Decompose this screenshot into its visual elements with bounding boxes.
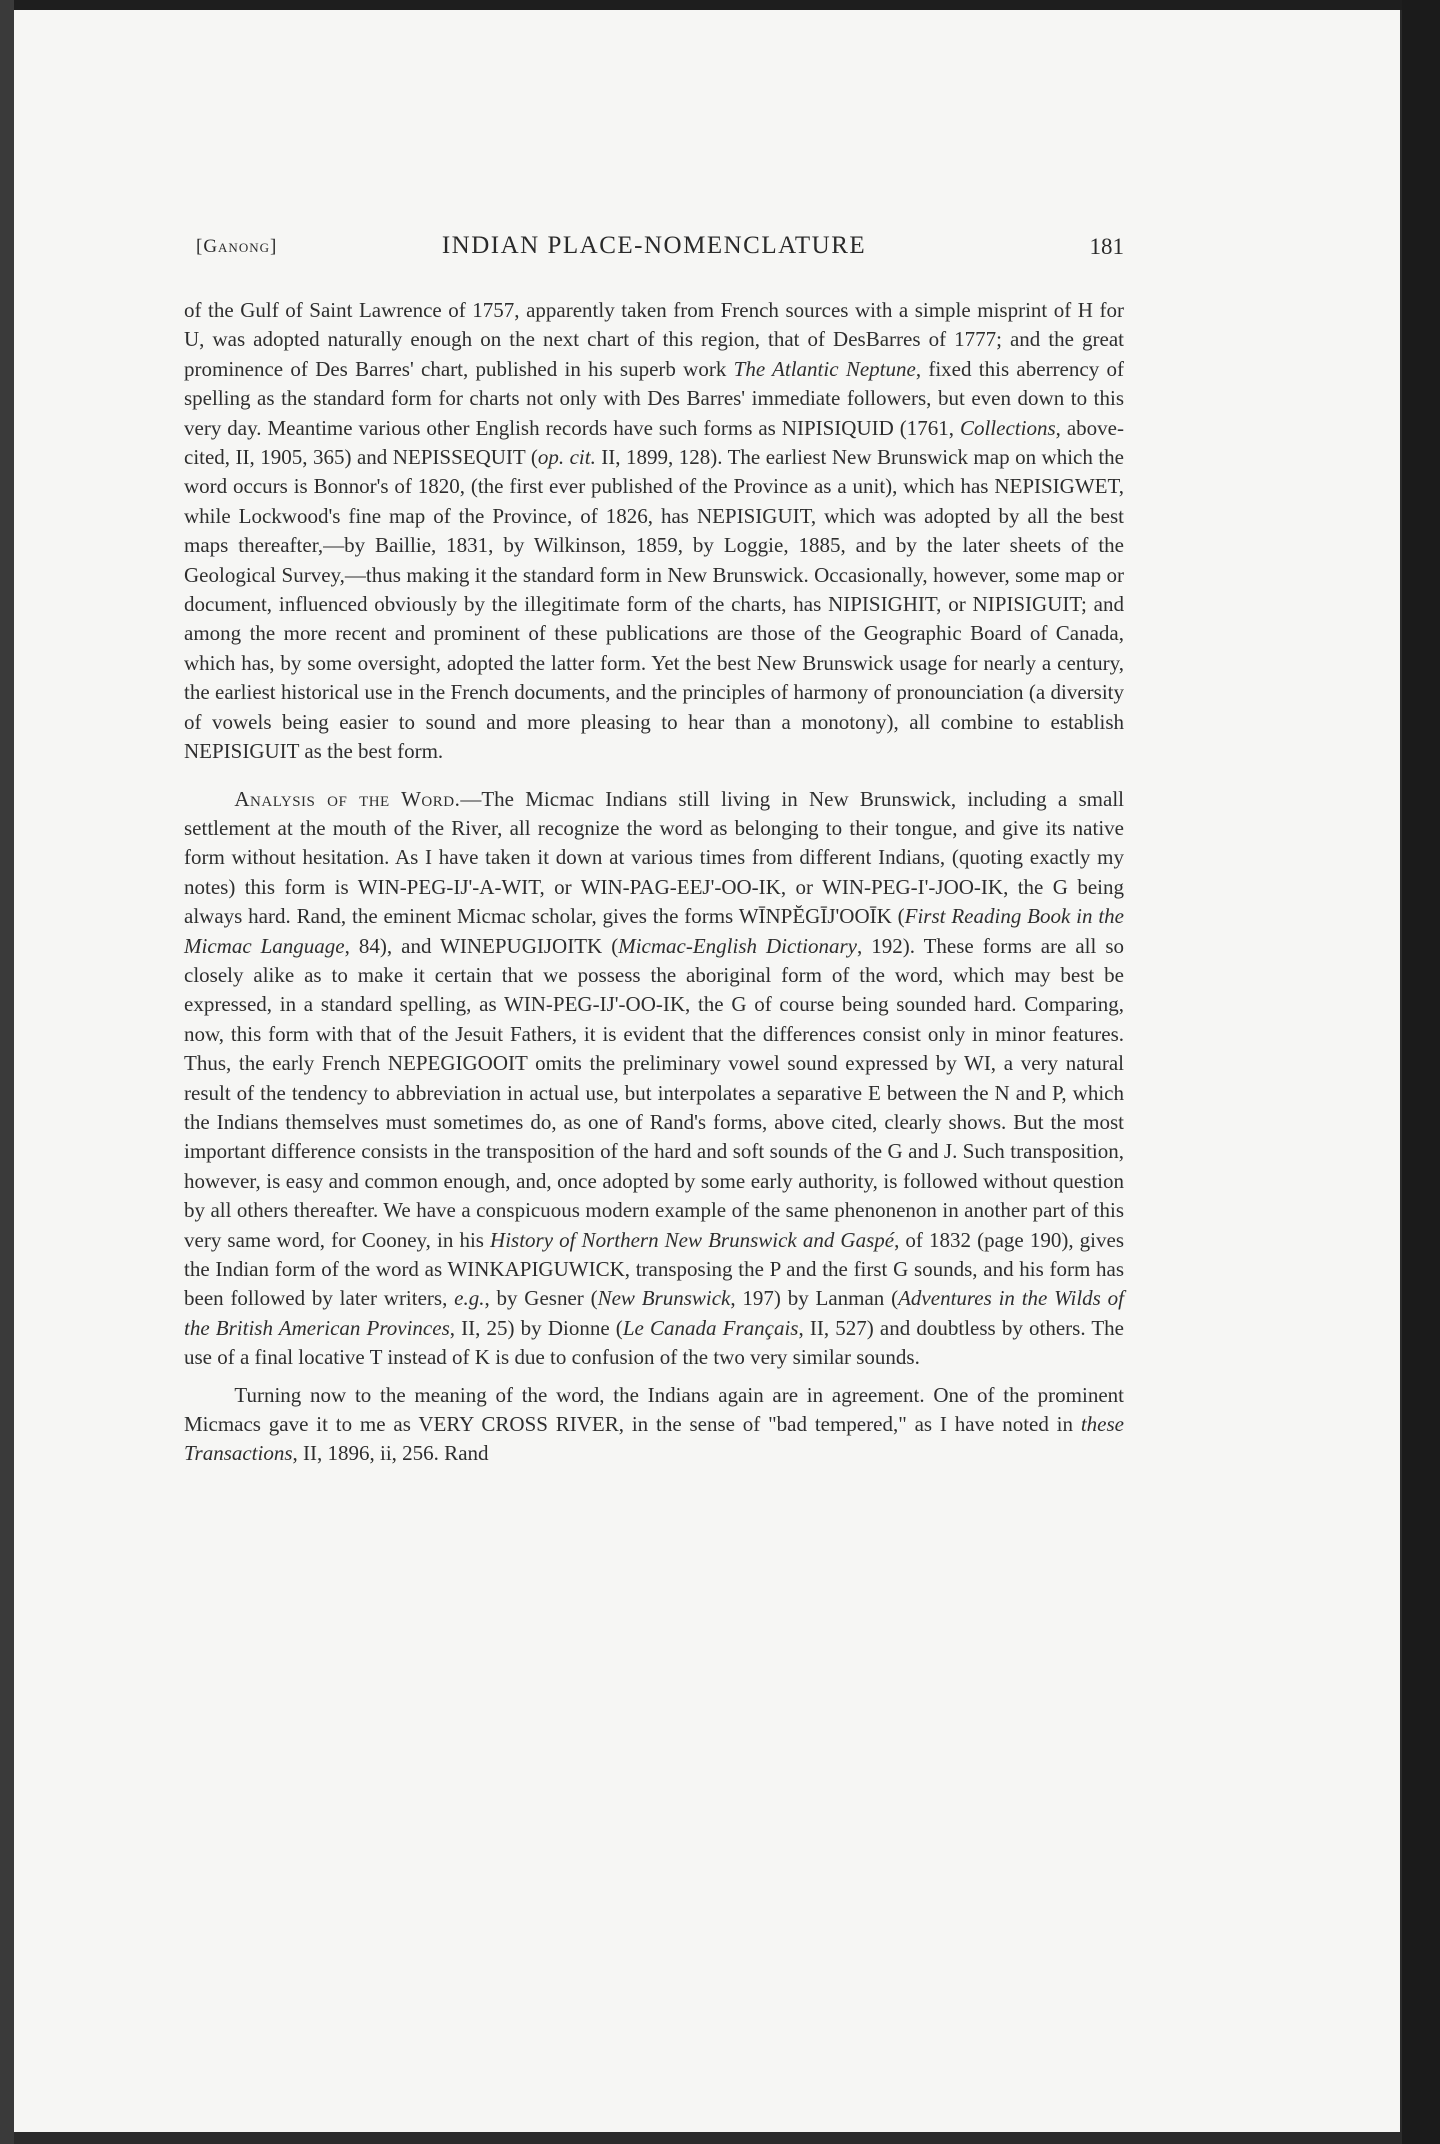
text-run: , of 1832 (page 190), gives the Indian form of the word as WINKAPIGUWICK, transposing the P and the first G sounds, and his form has been followed by later writers, bbox=[184, 1227, 1124, 1311]
text-run: , II, 25) by Dionne ( bbox=[449, 1315, 623, 1340]
paragraph-analysis-of-the-word bbox=[184, 785, 1124, 1373]
text-run: of the Gulf of Saint Lawrence of 1757, apparently taken from French sources with a simple misprint of H for U, was adopted naturally enough on the next chart of this region, that of DesBarres of 1777; and the great prominence of Des Barres' chart, published in his superb work bbox=[184, 298, 1124, 381]
text-run: , II, 1896, ii, 256. Rand bbox=[292, 1441, 489, 1466]
italic-title: Adventures in the Wilds of the British American Provinces bbox=[184, 1286, 1124, 1340]
italic-title: Collections bbox=[959, 415, 1056, 440]
text-run: , fixed this aberrency of spelling as the standard form for charts not only with Des Barres' immediate followers, but even down to this very day. Meantime various other English records have such forms as NIPISIQUID (1761, bbox=[184, 356, 1124, 440]
italic-title: History of Northern New Brunswick and Gaspé bbox=[490, 1227, 895, 1252]
paragraph-meaning-of-the-word bbox=[184, 1381, 1124, 1469]
text-run: Turning now to the meaning of the word, the Indians again are in agreement. One of the prominent Micmacs gave it to me as VERY CROSS RIVER, in the sense of "bad tempered," as I have noted in bbox=[184, 1382, 1124, 1437]
text-run: , 192). These forms are all so closely alike as to make it certain that we possess the aboriginal form of the word, which may best be expressed, in a standard spelling, as WIN-PEG-IJ'-OO-IK, the G of course being sounded hard. Comparing, now, this form with that of the Jesuit Fathers, it is evident that the differences consist only in minor features. Thus, the early French NEPEGIGOOIT omits the preliminary vowel sound expressed by WI, a very natural result of the tendency to abbreviation in actual use, but interpolates a separative E between the N and P, which the Indians themselves must sometimes do, as one of Rand's forms, above cited, clearly shows. But the most important difference consists in the transposition of the hard and soft sounds of the G and J. Such transposition, however, is easy and common enough, and, once adopted by some early authority, is followed without question by all others thereafter. We have a conspicuous modern example of the same phenonenon in another part of this very same word, for Cooney, in his bbox=[184, 933, 1125, 1252]
italic-title: these Transactions bbox=[184, 1412, 1124, 1466]
italic-title: e.g. bbox=[454, 1286, 485, 1311]
text-run: , 197) by Lanman ( bbox=[730, 1286, 899, 1311]
text-run: , 84), and WINEPUGIJOITK ( bbox=[344, 933, 619, 958]
italic-title: Le Canada Français bbox=[622, 1315, 799, 1340]
scan-border-left bbox=[0, 0, 14, 2144]
scan-border-right bbox=[1402, 0, 1440, 2144]
header-author: [Ganong] bbox=[196, 236, 278, 257]
text-run: —The Micmac Indians still living in New Brunswick, including a small settlement at the mouth of the River, all recognize the word as belonging to their tongue, and give its native form without hesitation. As I have taken it down at various times from different Indians, (quoting exactly my notes) this form is WIN-PEG-IJ'-A-WIT, or WIN-PAG-EEJ'-OO-IK, or WIN-PEG-I'-JOO-IK, the G being always hard. Rand, the eminent Micmac scholar, gives the forms WĪNPĔGĪJ'OOĪK ( bbox=[184, 786, 1124, 929]
italic-title: The Atlantic Neptune bbox=[733, 356, 916, 381]
italic-title: First Reading Book in the Micmac Language bbox=[184, 904, 1124, 958]
text-run: , by Gesner ( bbox=[484, 1286, 598, 1311]
italic-title: op. cit. bbox=[537, 445, 596, 470]
header-title: INDIAN PLACE-NOMENCLATURE bbox=[441, 232, 867, 259]
text-run: II, 1899, 128). The earliest New Brunswick map on which the word occurs is Bonnor's of 1820, (the first ever published of the Province as a unit), which has NEPISIGWET, while Lockwood's fine map of the Province, of 1826, has NEPISIGUIT, which was adopted by all the best maps thereafter,—by Baillie, 1831, by Wilkinson, 1859, by Loggie, 1885, and by the later sheets of the Geological Survey,—thus making it the standard form in New Brunswick. Occasionally, however, some map or document, influenced obviously by the illegitimate form of the charts, has NIPISIGHIT, or NIPISIGUIT; and among the more recent and prominent of these publications are those of the Geographic Board of Canada, which has, by some oversight, adopted the latter form. Yet the best New Brunswick usage for nearly a century, the earliest historical use in the French documents, and the principles of harmony of pronounciation (a diversity of vowels being easier to sound and more pleasing to hear than a monotony), all combine to establish NEPISIGUIT as the best form. bbox=[184, 445, 1124, 764]
section-heading: Analysis of the Word. bbox=[234, 786, 461, 811]
scan-border-top bbox=[0, 0, 1440, 10]
paragraph-nepisiguit-spelling bbox=[184, 296, 1124, 767]
text-run: , II, 527) and doubtless by others. The use of a final locative T instead of K is due to confusion of the two very similar sounds. bbox=[184, 1315, 1124, 1370]
page-number: 181 bbox=[1089, 234, 1124, 259]
italic-title: New Brunswick bbox=[597, 1286, 731, 1311]
running-head bbox=[184, 228, 1124, 268]
text-run: , above-cited, II, 1905, 365) and NEPISSEQUIT ( bbox=[184, 415, 1124, 470]
italic-title: Micmac-English Dictionary bbox=[618, 933, 857, 958]
body-text bbox=[184, 296, 1124, 1469]
